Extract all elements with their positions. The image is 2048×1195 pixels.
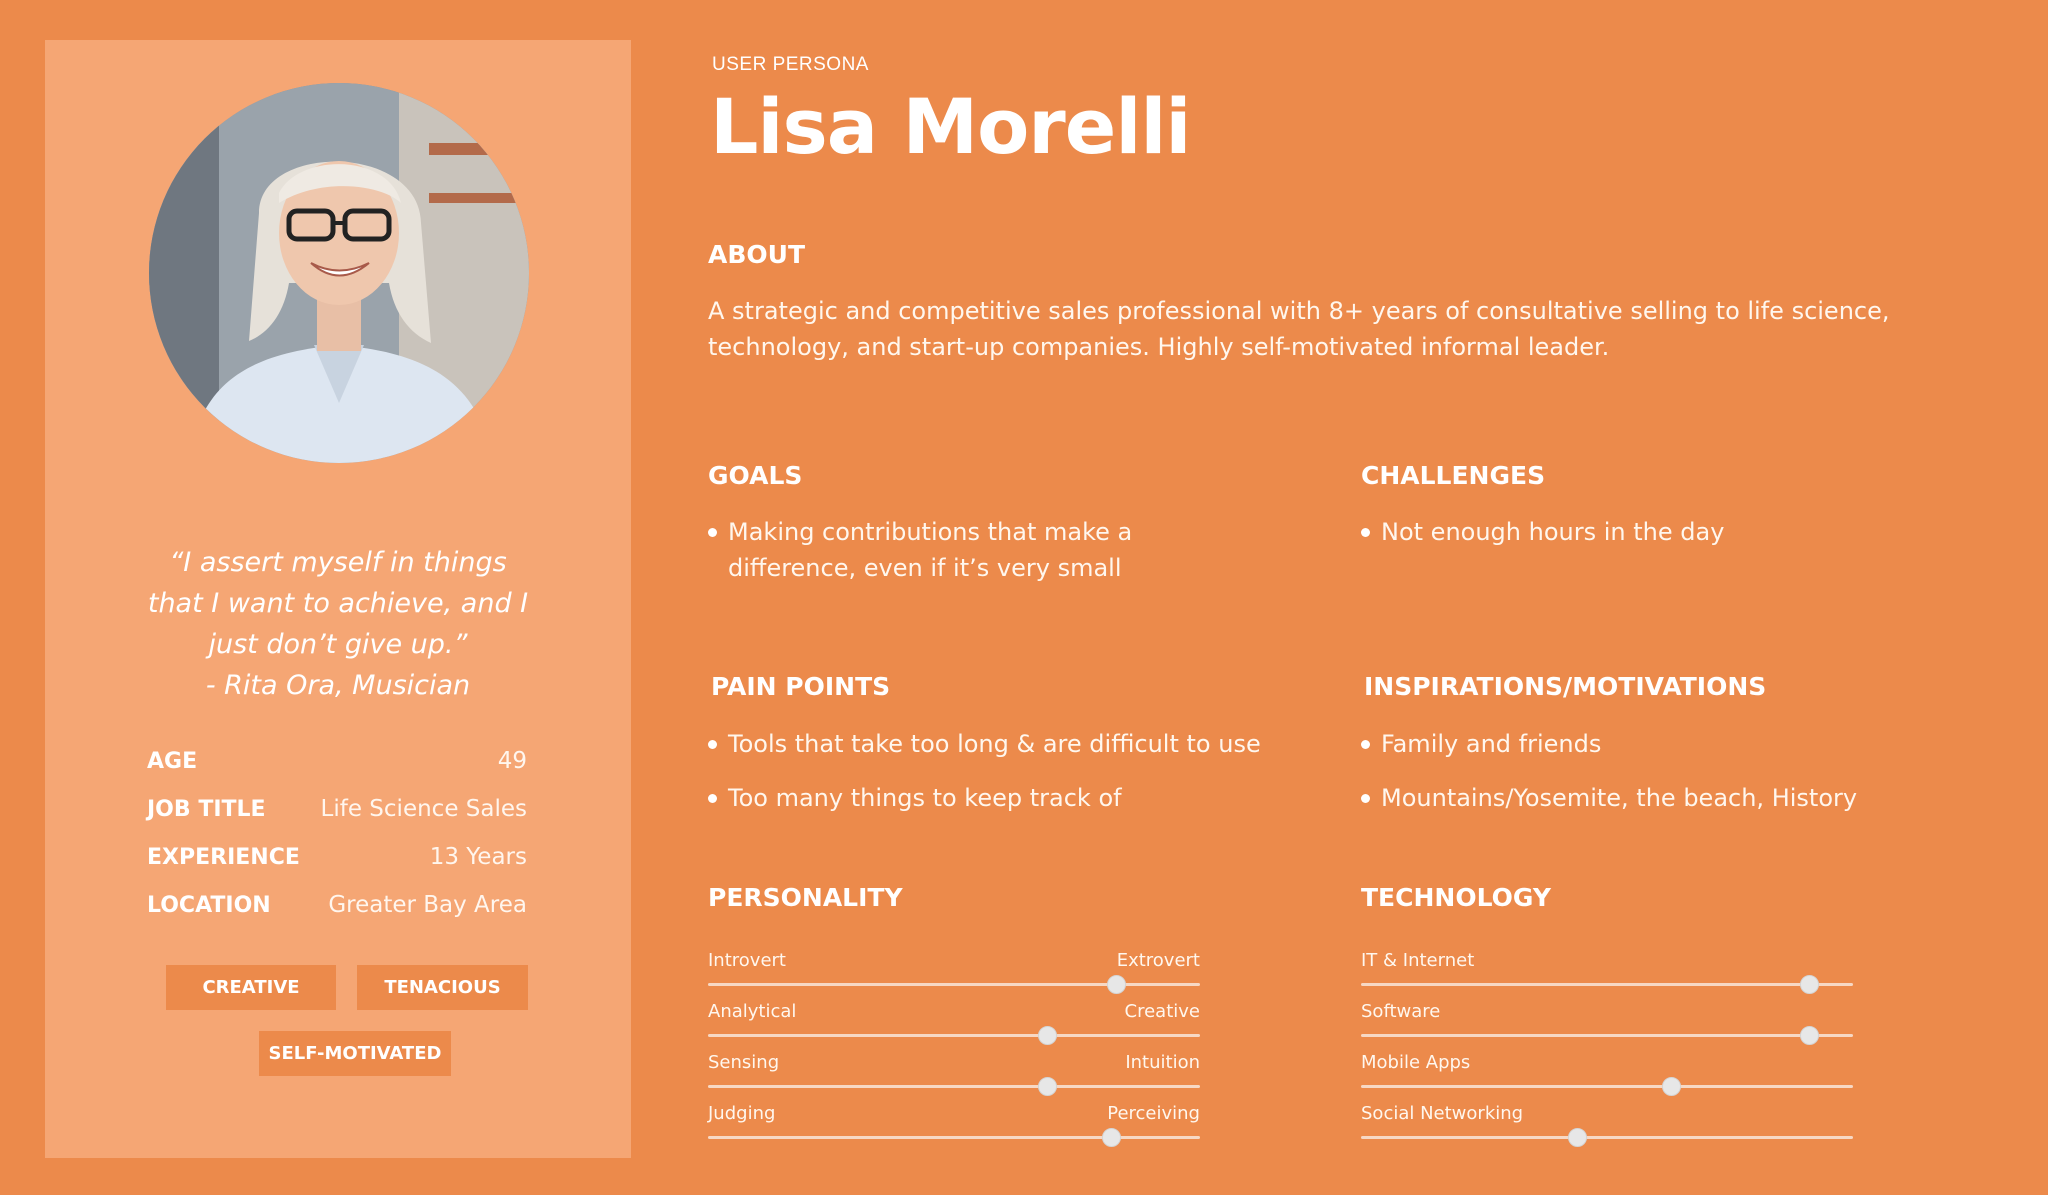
list-item: Not enough hours in the day <box>1359 514 1919 550</box>
slider-right-label: Extrovert <box>1116 950 1200 971</box>
personality-heading: PERSONALITY <box>708 883 903 912</box>
slider-knob[interactable] <box>1102 1128 1121 1147</box>
slider-track[interactable] <box>708 983 1200 986</box>
slider-left-label: IT & Internet <box>1361 950 1475 971</box>
slider-left-label: Software <box>1361 1001 1441 1022</box>
challenges-list <box>1359 514 1919 550</box>
slider-left-label: Introvert <box>708 950 786 971</box>
quote-line: just don’t give up.” <box>208 629 468 660</box>
fact-label: AGE <box>147 749 198 774</box>
profile-card <box>45 40 631 1158</box>
technology-heading: TECHNOLOGY <box>1361 883 1551 912</box>
list-item: Too many things to keep track of <box>706 780 1326 816</box>
fact-label: JOB TITLE <box>147 797 266 822</box>
tag-tenacious: TENACIOUS <box>357 965 528 1010</box>
profile-photo <box>149 83 529 463</box>
pain-points-list <box>706 726 1326 816</box>
fact-label: EXPERIENCE <box>147 845 300 870</box>
list-item: Family and friends <box>1359 726 1979 762</box>
slider-software[interactable] <box>1361 1001 1853 1051</box>
slider-track[interactable] <box>708 1085 1200 1088</box>
slider-track[interactable] <box>1361 1034 1853 1037</box>
slider-left-label: Mobile Apps <box>1361 1052 1471 1073</box>
fact-value: 49 <box>497 748 527 774</box>
slider-introvert-extrovert[interactable] <box>708 950 1200 1000</box>
about-heading: ABOUT <box>708 240 806 269</box>
slider-sensing-intuition[interactable] <box>708 1052 1200 1102</box>
fact-value: 13 Years <box>429 844 527 870</box>
slider-knob[interactable] <box>1800 1026 1819 1045</box>
fact-age <box>147 748 527 796</box>
fact-experience <box>147 844 527 892</box>
list-item: Tools that take too long & are difficult to use <box>706 726 1326 762</box>
slider-knob[interactable] <box>1662 1077 1681 1096</box>
slider-track[interactable] <box>1361 983 1853 986</box>
challenges-heading: CHALLENGES <box>1361 461 1546 490</box>
fact-value: Life Science Sales <box>320 796 527 822</box>
fact-location <box>147 892 527 940</box>
slider-right-label: Creative <box>1124 1001 1200 1022</box>
slider-track[interactable] <box>1361 1085 1853 1088</box>
persona-quote <box>45 542 631 706</box>
slider-knob[interactable] <box>1800 975 1819 994</box>
goals-list <box>706 514 1176 586</box>
quote-line: that I want to achieve, and I <box>147 588 529 619</box>
tag-creative: CREATIVE <box>166 965 336 1010</box>
persona-eyebrow: USER PERSONA <box>712 54 869 75</box>
portrait-illustration <box>149 83 529 463</box>
slider-track[interactable] <box>1361 1136 1853 1139</box>
slider-left-label: Sensing <box>708 1052 780 1073</box>
tag-self-motivated: SELF-MOTIVATED <box>259 1031 451 1076</box>
persona-facts <box>147 748 527 940</box>
quote-line: “I assert myself in things <box>169 547 507 578</box>
slider-it-internet[interactable] <box>1361 950 1853 1000</box>
list-item: Mountains/Yosemite, the beach, History <box>1359 780 1979 816</box>
slider-mobile-apps[interactable] <box>1361 1052 1853 1102</box>
inspirations-heading: INSPIRATIONS/MOTIVATIONS <box>1364 672 1767 701</box>
fact-value: Greater Bay Area <box>328 892 527 918</box>
fact-job-title <box>147 796 527 844</box>
slider-left-label: Judging <box>708 1103 776 1124</box>
slider-knob[interactable] <box>1568 1128 1587 1147</box>
slider-analytical-creative[interactable] <box>708 1001 1200 1051</box>
slider-left-label: Social Networking <box>1361 1103 1524 1124</box>
slider-judging-perceiving[interactable] <box>708 1103 1200 1153</box>
goals-heading: GOALS <box>708 461 803 490</box>
fact-label: LOCATION <box>147 893 271 918</box>
slider-knob[interactable] <box>1038 1077 1057 1096</box>
slider-track[interactable] <box>708 1136 1200 1139</box>
slider-knob[interactable] <box>1107 975 1126 994</box>
slider-social-networking[interactable] <box>1361 1103 1853 1153</box>
about-text: A strategic and competitive sales professional with 8+ years of consultative selling to life science, technology, and start-up companies. Highly self-motivated informal leader. <box>708 297 1890 361</box>
slider-left-label: Analytical <box>708 1001 797 1022</box>
slider-knob[interactable] <box>1038 1026 1057 1045</box>
list-item: Making contributions that make a difference, even if it’s very small <box>706 514 1176 586</box>
slider-right-label: Intuition <box>1125 1052 1200 1073</box>
slider-track[interactable] <box>708 1034 1200 1037</box>
pain-points-heading: PAIN POINTS <box>711 672 891 701</box>
inspirations-list <box>1359 726 1979 816</box>
quote-attribution: - Rita Ora, Musician <box>205 670 471 701</box>
persona-name: Lisa Morelli <box>710 82 1191 171</box>
slider-right-label: Perceiving <box>1107 1103 1200 1124</box>
